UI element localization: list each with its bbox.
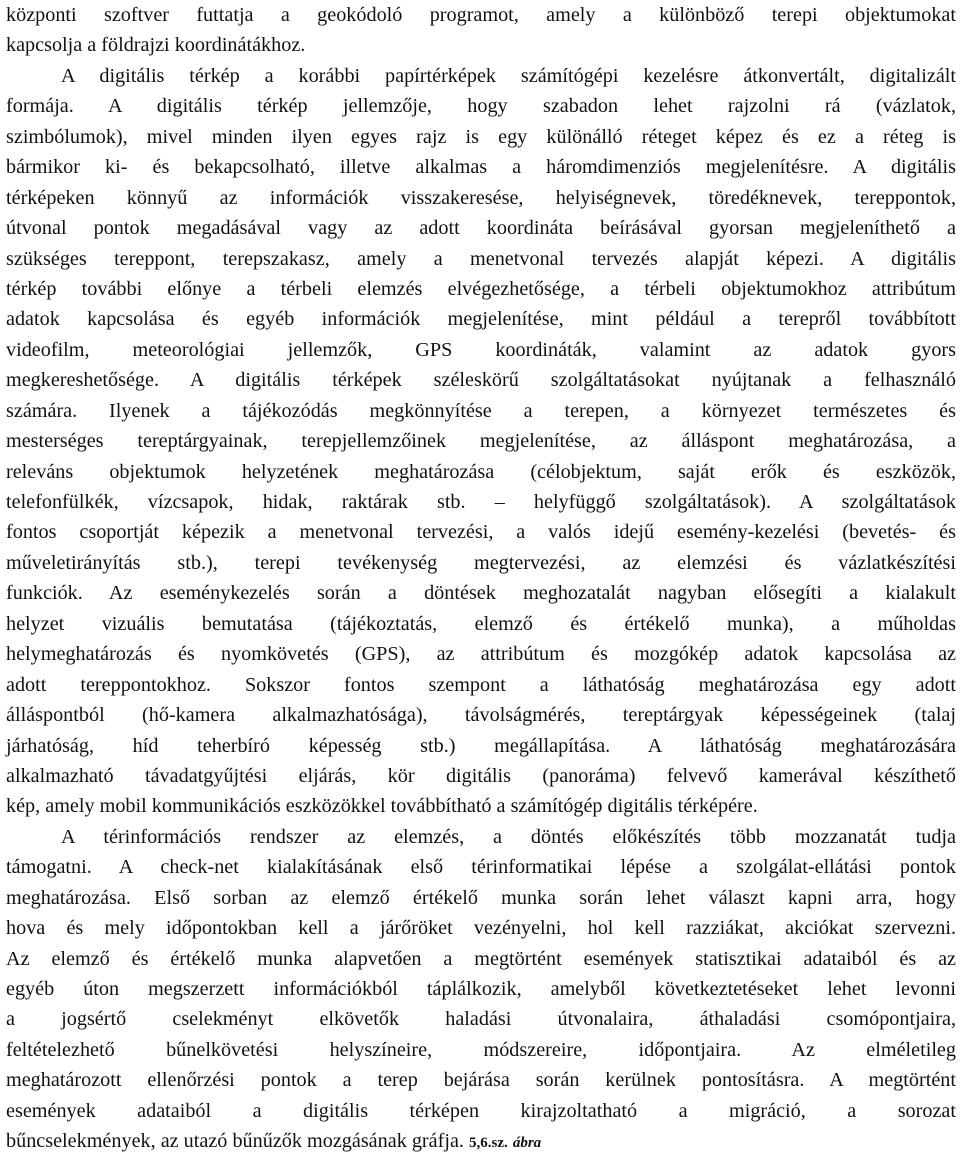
text-line: szimbólumok), mivel minden ilyen egyes rajz is egy különálló réteget képez és ez a réteg is	[6, 125, 956, 148]
text-line: funkciók. Az eseménykezelés során a döntések meghozatalát nagyban elősegíti a kialakult	[6, 582, 956, 605]
last-line-text: bűncselekmények, az utazó bűnűzők mozgásának gráfja.	[6, 1130, 464, 1153]
text-line: videofilm, meteorológiai jellemzők, GPS koordináták, valamint az adatok gyors	[6, 338, 956, 361]
text-line: szükséges tereppont, terepszakasz, amely a menetvonal tervezés alapját képezi. A digitális	[6, 247, 956, 270]
text-line: útvonal pontok megadásával vagy az adott koordináta beírásával gyorsan megjeleníthető a	[6, 217, 956, 240]
text-line: releváns objektumok helyzetének meghatározása (célobjektum, saját erők és eszközök,	[6, 460, 956, 483]
document-page	[6, 0, 956, 1157]
text-line: a jogsértő cselekményt elkövetők haladási útvonalaira, áthaladási csomópontjaira,	[6, 1008, 956, 1031]
text-line: telefonfülkék, vízcsapok, hidak, raktárak stb. – helyfüggő szolgáltatások). A szolgáltatások	[6, 491, 956, 513]
text-line: járhatóság, híd teherbíró képesség stb.) megállapítása. A láthatóság meghatározására	[6, 734, 956, 757]
text-line: kép, amely mobil kommunikációs eszközökkel továbbítható a számítógép digitális térképére.	[6, 795, 758, 818]
text-line: A digitális térkép a korábbi papírtérképek számítógépi kezelésre átkonvertált, digitalizált	[61, 64, 956, 87]
text-line: helyzet vizuális bemutatása (tájékoztatás, elemző és értékelő munka), a műholdas	[6, 612, 956, 635]
text-line: bármikor ki- és bekapcsolható, illetve alkalmas a háromdimenziós megjelenítésre. A digitális	[6, 156, 956, 179]
text-line: kapcsolja a földrajzi koordinátákhoz.	[6, 34, 306, 57]
text-line: események adataiból a digitális térképen kirajzoltatható a migráció, a sorozat	[6, 1099, 956, 1122]
text-line: alkalmazható távadatgyűjtési eljárás, kör digitális (panoráma) felvevő kamerával készíthető	[6, 764, 956, 787]
text-line: formája. A digitális térkép jellemzője, hogy szabadon lehet rajzolni rá (vázlatok,	[6, 95, 956, 118]
text-line: feltételezhető bűnelkövetési helyszíneire, módszereire, időpontjaira. Az elméletileg	[6, 1038, 956, 1061]
text-line: Az elemző és értékelő munka alapvetően a megtörtént események statisztikai adataiból és az	[6, 947, 956, 970]
figure-reference: 5,6.sz.	[469, 1135, 508, 1152]
text-line: műveletirányítás stb.), terepi tevékenység megtervezési, az elemzési és vázlatkészítési	[6, 551, 956, 574]
text-line: központi szoftver futtatja a geokódoló programot, amely a különböző terepi objektumokat	[6, 4, 956, 26]
text-line: adott tereppontokhoz. Sokszor fontos szempont a láthatóság meghatározása egy adott	[6, 673, 956, 696]
text-line: álláspontból (hő-kamera alkalmazhatósága), távolságmérés, tereptárgyak képességeinek (talaj	[6, 704, 956, 727]
text-line-last	[6, 1126, 956, 1156]
text-line: meghatározása. Első sorban az elemző értékelő munka során lehet választ kapni arra, hogy	[6, 886, 956, 909]
text-line: mesterséges tereptárgyainak, terepjellemzőinek megjelenítése, az álláspont meghatározása, a	[6, 430, 956, 453]
text-line: számára. Ilyenek a tájékozódás megkönnyítése a terepen, a környezet természetes és	[6, 399, 956, 422]
text-line: fontos csoportját képezik a menetvonal tervezési, a valós idejű esemény-kezelési (bevetés- és	[6, 521, 956, 544]
text-line: megkereshetősége. A digitális térképek széleskörű szolgáltatásokat nyújtanak a felhasználó	[6, 369, 956, 392]
text-line: térkép további előnye a térbeli elemzés elvégezhetősége, a térbeli objektumokhoz attribútum	[6, 277, 956, 300]
text-line: egyéb úton megszerzett információkból táplálkozik, amelyből következtetéseket lehet levonni	[6, 978, 956, 1000]
text-line: A térinformációs rendszer az elemzés, a döntés előkészítés több mozzanatát tudja	[61, 825, 956, 848]
figure-word: ábra	[512, 1135, 542, 1152]
text-line: helymeghatározás és nyomkövetés (GPS), az attribútum és mozgókép adatok kapcsolása az	[6, 643, 956, 666]
text-line: hova és mely időpontokban kell a járőröket vezényelni, hol kell razziákat, akciókat szervezni.	[6, 917, 956, 940]
text-line: adatok kapcsolása és egyéb információk megjelenítése, mint például a terepről továbbított	[6, 308, 956, 331]
text-line: térképeken könnyű az információk visszakeresése, helyiségnevek, töredéknevek, tereppontok,	[6, 186, 956, 209]
text-line: meghatározott ellenőrzési pontok a terep bejárása során kerülnek pontosításra. A megtörtént	[6, 1069, 956, 1092]
text-line: támogatni. A check-net kialakításának első térinformatikai lépése a szolgálat-ellátási pontok	[6, 856, 956, 879]
